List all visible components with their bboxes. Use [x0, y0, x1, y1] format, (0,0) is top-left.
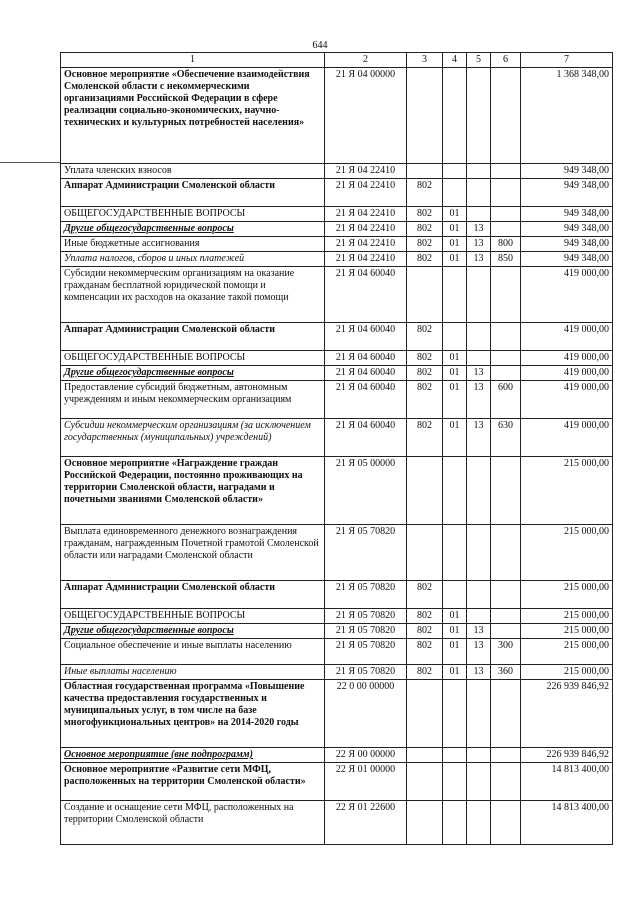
row-col6-cell: 850 [491, 252, 521, 267]
row-amount-cell: 215 000,00 [521, 639, 613, 665]
row-name-cell: Аппарат Администрации Смоленской области [61, 323, 325, 351]
row-col3-cell [407, 748, 443, 763]
row-col4-cell [443, 525, 467, 581]
row-name-cell: Выплата единовременного денежного вознаграждения гражданам, награжденным Почетной грамотой Смоленской области или наградами Смоленской области [61, 525, 325, 581]
table-row [61, 207, 613, 222]
row-col4-cell [443, 323, 467, 351]
table-row [61, 68, 613, 164]
row-name-cell: Другие общегосударственные вопросы [61, 366, 325, 381]
row-code-cell: 21 Я 05 70820 [325, 609, 407, 624]
row-col5-cell: 13 [467, 419, 491, 457]
row-code-cell: 21 Я 04 22410 [325, 164, 407, 179]
row-col3-cell: 802 [407, 237, 443, 252]
row-code-cell: 21 Я 04 60040 [325, 323, 407, 351]
row-amount-cell: 949 348,00 [521, 179, 613, 207]
row-col3-cell [407, 763, 443, 801]
row-name-cell: Уплата членских взносов [61, 164, 325, 179]
table-row [61, 164, 613, 179]
row-name-cell: Основное мероприятие «Обеспечение взаимодействия Смоленской области с некоммерческими организациями Российской Федерации в сфере реализации социально-экономических, научно-технических и культурных потребностей населения» [61, 68, 325, 164]
row-col5-cell [467, 763, 491, 801]
row-col5-cell: 13 [467, 222, 491, 237]
row-col5-cell [467, 267, 491, 323]
table-row [61, 267, 613, 323]
row-col3-cell: 802 [407, 207, 443, 222]
row-col6-cell [491, 222, 521, 237]
row-col4-cell: 01 [443, 639, 467, 665]
table-row [61, 366, 613, 381]
table-row [61, 763, 613, 801]
row-col6-cell [491, 164, 521, 179]
row-col5-cell [467, 680, 491, 748]
table-row [61, 609, 613, 624]
row-col6-cell [491, 366, 521, 381]
row-col5-cell: 13 [467, 639, 491, 665]
row-amount-cell: 949 348,00 [521, 222, 613, 237]
row-col6-cell [491, 323, 521, 351]
row-col4-cell [443, 581, 467, 609]
row-code-cell: 21 Я 05 00000 [325, 457, 407, 525]
row-col4-cell: 01 [443, 609, 467, 624]
row-col5-cell [467, 323, 491, 351]
row-col5-cell: 13 [467, 381, 491, 419]
row-col3-cell: 802 [407, 419, 443, 457]
row-col5-cell [467, 68, 491, 164]
row-col6-cell [491, 351, 521, 366]
row-name-cell: Основное мероприятие (вне подпрограмм) [61, 748, 325, 763]
row-col5-cell [467, 581, 491, 609]
row-name-cell: Иные бюджетные ассигнования [61, 237, 325, 252]
row-col5-cell [467, 179, 491, 207]
table-row [61, 323, 613, 351]
row-col3-cell [407, 801, 443, 845]
row-col4-cell [443, 68, 467, 164]
table-row [61, 624, 613, 639]
row-code-cell: 21 Я 05 70820 [325, 624, 407, 639]
row-col3-cell [407, 680, 443, 748]
row-code-cell: 21 Я 04 22410 [325, 222, 407, 237]
row-name-cell: Областная государственная программа «Повышение качества предоставления государственных и муниципальных услуг, в том числе на базе многофункциональных центров» на 2014-2020 годы [61, 680, 325, 748]
row-name-cell: Предоставление субсидий бюджетным, автономным учреждениям и иным некоммерческим организациям [61, 381, 325, 419]
row-col4-cell: 01 [443, 665, 467, 680]
row-col6-cell [491, 624, 521, 639]
header-cell: 3 [407, 53, 443, 68]
table-row [61, 581, 613, 609]
row-code-cell: 22 0 00 00000 [325, 680, 407, 748]
row-col3-cell: 802 [407, 179, 443, 207]
row-col5-cell [467, 351, 491, 366]
row-name-cell: Основное мероприятие «Развитие сети МФЦ, расположенных на территории Смоленской области» [61, 763, 325, 801]
row-col5-cell [467, 164, 491, 179]
row-col6-cell [491, 801, 521, 845]
row-amount-cell: 226 939 846,92 [521, 748, 613, 763]
table-row [61, 252, 613, 267]
row-amount-cell: 215 000,00 [521, 665, 613, 680]
row-code-cell: 21 Я 04 60040 [325, 351, 407, 366]
table-row [61, 665, 613, 680]
table-row [61, 222, 613, 237]
row-amount-cell: 949 348,00 [521, 164, 613, 179]
header-cell: 4 [443, 53, 467, 68]
row-col3-cell [407, 267, 443, 323]
row-col3-cell: 802 [407, 366, 443, 381]
row-col6-cell: 300 [491, 639, 521, 665]
row-amount-cell: 215 000,00 [521, 609, 613, 624]
row-col4-cell [443, 748, 467, 763]
row-col6-cell [491, 748, 521, 763]
row-col4-cell: 01 [443, 252, 467, 267]
row-col4-cell [443, 457, 467, 525]
row-amount-cell: 419 000,00 [521, 267, 613, 323]
row-code-cell: 21 Я 04 22410 [325, 237, 407, 252]
row-name-cell: Аппарат Администрации Смоленской области [61, 179, 325, 207]
row-amount-cell: 419 000,00 [521, 323, 613, 351]
row-col4-cell [443, 164, 467, 179]
row-name-cell: Создание и оснащение сети МФЦ, расположенных на территории Смоленской области [61, 801, 325, 845]
row-col5-cell [467, 525, 491, 581]
row-amount-cell: 14 813 400,00 [521, 763, 613, 801]
row-code-cell: 21 Я 04 00000 [325, 68, 407, 164]
row-col5-cell: 13 [467, 624, 491, 639]
row-code-cell: 21 Я 04 60040 [325, 419, 407, 457]
row-amount-cell: 14 813 400,00 [521, 801, 613, 845]
row-code-cell: 21 Я 05 70820 [325, 665, 407, 680]
row-name-cell: Уплата налогов, сборов и иных платежей [61, 252, 325, 267]
row-code-cell: 21 Я 04 60040 [325, 366, 407, 381]
row-col3-cell: 802 [407, 624, 443, 639]
row-col5-cell: 13 [467, 665, 491, 680]
row-col3-cell: 802 [407, 323, 443, 351]
row-code-cell: 21 Я 04 22410 [325, 207, 407, 222]
row-col4-cell [443, 763, 467, 801]
row-code-cell: 22 Я 01 22600 [325, 801, 407, 845]
table-row [61, 525, 613, 581]
row-col3-cell [407, 525, 443, 581]
row-name-cell: Другие общегосударственные вопросы [61, 624, 325, 639]
row-col5-cell [467, 207, 491, 222]
row-code-cell: 21 Я 04 60040 [325, 267, 407, 323]
row-code-cell: 21 Я 04 22410 [325, 252, 407, 267]
table-header-row [61, 53, 613, 68]
row-col4-cell: 01 [443, 237, 467, 252]
row-col6-cell [491, 763, 521, 801]
table-row [61, 351, 613, 366]
row-name-cell: ОБЩЕГОСУДАРСТВЕННЫЕ ВОПРОСЫ [61, 207, 325, 222]
row-amount-cell: 419 000,00 [521, 366, 613, 381]
row-name-cell: Иные выплаты населению [61, 665, 325, 680]
row-amount-cell: 949 348,00 [521, 252, 613, 267]
row-col4-cell: 01 [443, 419, 467, 457]
row-col6-cell [491, 457, 521, 525]
table-row [61, 748, 613, 763]
header-cell: 5 [467, 53, 491, 68]
row-amount-cell: 226 939 846,92 [521, 680, 613, 748]
row-col3-cell: 802 [407, 639, 443, 665]
row-amount-cell: 419 000,00 [521, 419, 613, 457]
row-code-cell: 21 Я 04 60040 [325, 381, 407, 419]
row-amount-cell: 949 348,00 [521, 237, 613, 252]
row-col5-cell [467, 748, 491, 763]
header-cell: 2 [325, 53, 407, 68]
header-cell: 7 [521, 53, 613, 68]
row-code-cell: 22 Я 00 00000 [325, 748, 407, 763]
row-amount-cell: 215 000,00 [521, 581, 613, 609]
table-row [61, 457, 613, 525]
row-name-cell: Основное мероприятие «Награждение граждан Российской Федерации, постоянно проживающих на территории Смоленской области, наградами и почетными званиями Смоленской области» [61, 457, 325, 525]
row-amount-cell: 419 000,00 [521, 351, 613, 366]
row-name-cell: Другие общегосударственные вопросы [61, 222, 325, 237]
row-col4-cell: 01 [443, 366, 467, 381]
row-amount-cell: 949 348,00 [521, 207, 613, 222]
table-row [61, 680, 613, 748]
row-col4-cell [443, 267, 467, 323]
row-code-cell: 22 Я 01 00000 [325, 763, 407, 801]
row-name-cell: Социальное обеспечение и иные выплаты населению [61, 639, 325, 665]
row-col6-cell: 600 [491, 381, 521, 419]
row-col3-cell: 802 [407, 381, 443, 419]
row-col3-cell [407, 457, 443, 525]
row-col4-cell: 01 [443, 207, 467, 222]
table-row [61, 237, 613, 252]
scan-edge-line [0, 162, 60, 163]
row-col6-cell [491, 680, 521, 748]
row-code-cell: 21 Я 05 70820 [325, 525, 407, 581]
row-col3-cell: 802 [407, 665, 443, 680]
table-row [61, 419, 613, 457]
row-amount-cell: 215 000,00 [521, 624, 613, 639]
row-col4-cell: 01 [443, 222, 467, 237]
row-col6-cell [491, 581, 521, 609]
row-code-cell: 21 Я 04 22410 [325, 179, 407, 207]
row-code-cell: 21 Я 05 70820 [325, 581, 407, 609]
budget-table [60, 52, 613, 845]
row-name-cell: Субсидии некоммерческим организациям (за исключением государственных (муниципальных) учреждений) [61, 419, 325, 457]
row-col5-cell: 13 [467, 252, 491, 267]
row-col6-cell [491, 609, 521, 624]
row-col3-cell: 802 [407, 351, 443, 366]
row-col5-cell [467, 457, 491, 525]
page-number: 644 [312, 40, 328, 51]
row-amount-cell: 1 368 348,00 [521, 68, 613, 164]
row-col4-cell [443, 801, 467, 845]
row-col6-cell [491, 179, 521, 207]
row-col4-cell: 01 [443, 624, 467, 639]
row-col5-cell [467, 801, 491, 845]
row-col3-cell: 802 [407, 252, 443, 267]
table-row [61, 801, 613, 845]
row-col6-cell [491, 267, 521, 323]
row-amount-cell: 215 000,00 [521, 525, 613, 581]
row-col3-cell: 802 [407, 581, 443, 609]
row-amount-cell: 215 000,00 [521, 457, 613, 525]
row-col4-cell: 01 [443, 381, 467, 419]
row-col6-cell: 800 [491, 237, 521, 252]
row-col4-cell [443, 179, 467, 207]
row-amount-cell: 419 000,00 [521, 381, 613, 419]
row-col5-cell: 13 [467, 366, 491, 381]
row-col6-cell: 360 [491, 665, 521, 680]
row-name-cell: Аппарат Администрации Смоленской области [61, 581, 325, 609]
row-col6-cell: 630 [491, 419, 521, 457]
row-col5-cell: 13 [467, 237, 491, 252]
row-col3-cell: 802 [407, 222, 443, 237]
row-name-cell: ОБЩЕГОСУДАРСТВЕННЫЕ ВОПРОСЫ [61, 609, 325, 624]
row-col6-cell [491, 207, 521, 222]
table-row [61, 639, 613, 665]
table-row [61, 179, 613, 207]
row-col4-cell: 01 [443, 351, 467, 366]
row-name-cell: ОБЩЕГОСУДАРСТВЕННЫЕ ВОПРОСЫ [61, 351, 325, 366]
row-code-cell: 21 Я 05 70820 [325, 639, 407, 665]
row-name-cell: Субсидии некоммерческим организациям на оказание гражданам бесплатной юридической помощи и компенсации их расходов на оказание такой помощи [61, 267, 325, 323]
row-col3-cell [407, 164, 443, 179]
table-row [61, 381, 613, 419]
row-col6-cell [491, 525, 521, 581]
row-col6-cell [491, 68, 521, 164]
header-cell: 6 [491, 53, 521, 68]
row-col5-cell [467, 609, 491, 624]
row-col3-cell: 802 [407, 609, 443, 624]
row-col4-cell [443, 680, 467, 748]
header-cell: 1 [61, 53, 325, 68]
row-col3-cell [407, 68, 443, 164]
